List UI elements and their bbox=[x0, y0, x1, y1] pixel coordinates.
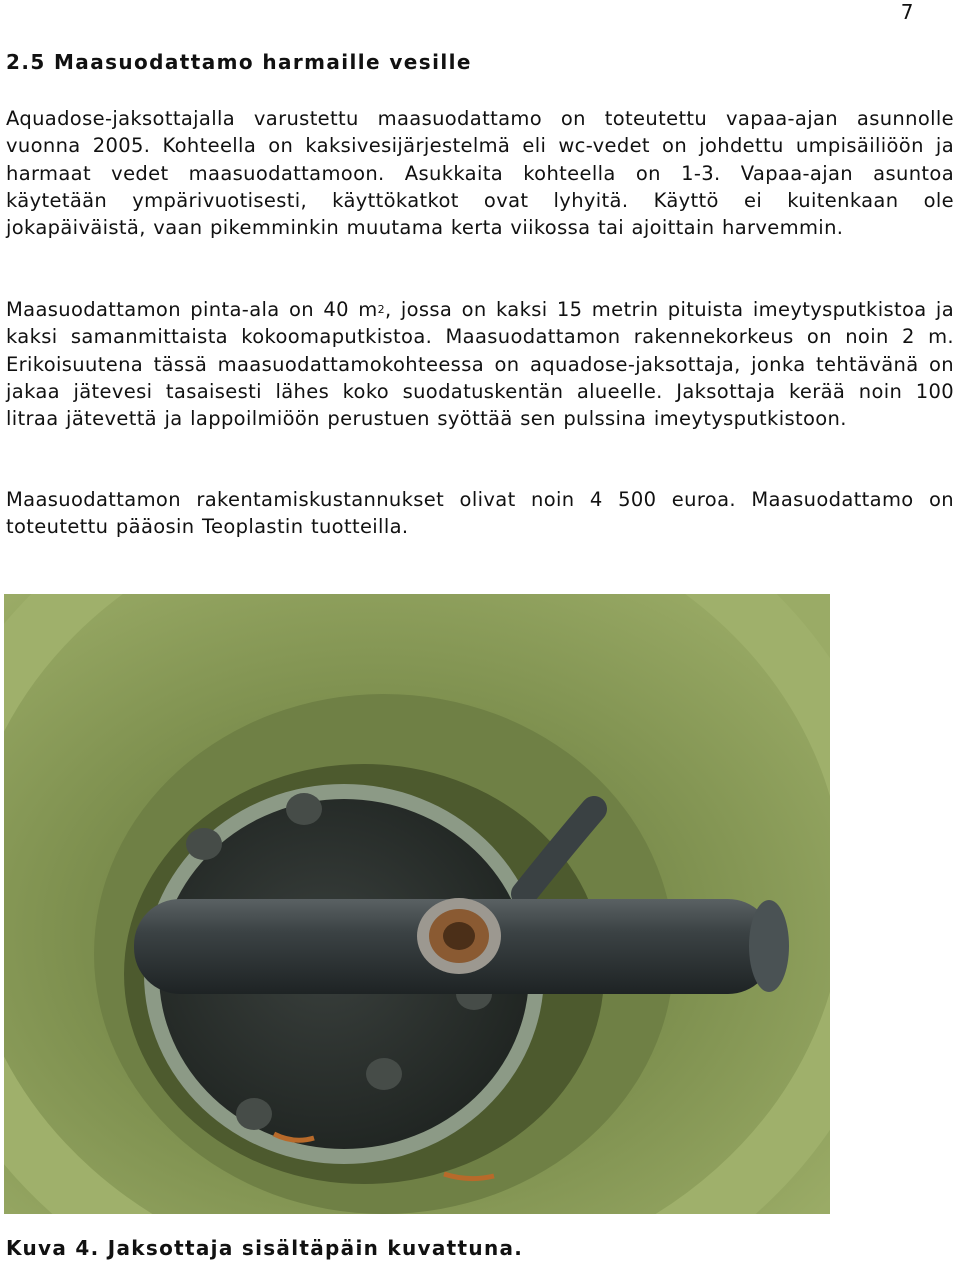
paragraph-specifications bbox=[6, 296, 954, 432]
paragraph-text-continued: , jossa on kaksi 15 metrin pituista imeytysputkistoa ja kaksi samanmittaista kokoomaputkistoa. Maasuodattamon rakennekorkeus on noin 2 m. Erikoisuutena tässä maasuodattamokohteessa on aquadose-jaksottaja, jonka tehtävänä on jakaa jätevesi tasaisesti lähes koko suodatuskentän alueelle. Jaksottaja kerää noin 100 litraa jätevettä ja lappoilmiöön perustuen syöttää sen pulssina imeytysputkistoon. bbox=[6, 298, 954, 431]
lid-knob bbox=[186, 828, 222, 860]
paragraph-costs: Maasuodattamon rakentamiskustannukset olivat noin 4 500 euroa. Maasuodattamo on toteutettu pääosin Teoplastin tuotteilla. bbox=[6, 488, 954, 539]
photo-dosing-device bbox=[4, 594, 830, 1214]
pipe-hole bbox=[443, 922, 475, 950]
superscript-2: 2 bbox=[377, 303, 385, 316]
figure-caption: Kuva 4. Jaksottaja sisältäpäin kuvattuna. bbox=[6, 1236, 524, 1260]
lid-knob bbox=[286, 793, 322, 825]
paragraph-text: Maasuodattamon pinta-ala on 40 m bbox=[6, 298, 378, 321]
page-number: 7 bbox=[900, 0, 914, 24]
lid-knob bbox=[236, 1098, 272, 1130]
lid-knob bbox=[366, 1058, 402, 1090]
section-heading: 2.5 Maasuodattamo harmaille vesille bbox=[6, 50, 472, 74]
handle-end bbox=[749, 900, 789, 992]
paragraph-description: Aquadose-jaksottajalla varustettu maasuodattamo on toteutettu vapaa-ajan asunnolle vuonna 2005. Kohteella on kaksivesijärjestelmä eli wc-vedet on johdettu umpisäiliöön ja harmaat vedet maasuodattamoon. Asukkaita kohteella on 1-3. Vapaa-ajan asuntoa käytetään ympärivuotisesti, käyttökatkot ovat lyhyitä. Käyttö ei kuitenkaan ole jokapäiväistä, vaan pikemminkin muutama kerta viikossa tai ajoittain harvemmin. bbox=[6, 107, 954, 240]
